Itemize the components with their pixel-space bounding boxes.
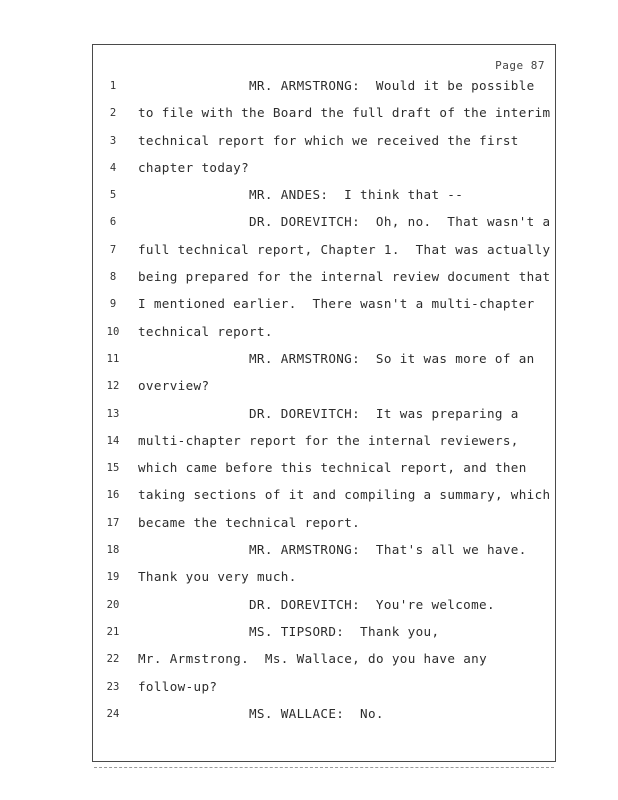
- line-number: 13: [106, 407, 120, 420]
- transcript-lines: [93, 75, 555, 730]
- transcript-line: [93, 130, 555, 157]
- transcript-line: [93, 430, 555, 457]
- line-text: MS. WALLACE: No.: [249, 705, 384, 721]
- line-text: DR. DOREVITCH: You're welcome.: [249, 596, 495, 612]
- line-number: 6: [109, 216, 117, 229]
- line-number: 5: [109, 189, 117, 202]
- transcript-line: [93, 457, 555, 484]
- line-text: Mr. Armstrong. Ms. Wallace, do you have any: [138, 651, 488, 667]
- transcript-line: [93, 75, 555, 102]
- line-text: full technical report, Chapter 1. That was actually: [138, 241, 551, 257]
- page-bottom-rule: [94, 767, 554, 770]
- transcript-line: [93, 102, 555, 129]
- transcript-line: [93, 348, 555, 375]
- line-number: 20: [106, 598, 120, 611]
- line-number: 24: [106, 707, 120, 720]
- line-number: 21: [106, 625, 120, 638]
- transcript-line: [93, 293, 555, 320]
- transcript-line: [93, 157, 555, 184]
- line-text: DR. DOREVITCH: It was preparing a: [249, 405, 519, 421]
- line-number: 16: [106, 489, 120, 502]
- transcript-line: [93, 484, 555, 511]
- line-text: DR. DOREVITCH: Oh, no. That wasn't a: [249, 214, 551, 230]
- transcript-line: [93, 676, 555, 703]
- line-number: 12: [106, 380, 120, 393]
- transcript-line: [93, 239, 555, 266]
- line-number: 23: [106, 680, 120, 693]
- line-number: 7: [109, 243, 117, 256]
- transcript-page: [92, 44, 556, 762]
- line-number: 18: [106, 544, 120, 557]
- line-number: 22: [106, 653, 120, 666]
- line-text: Thank you very much.: [138, 569, 297, 585]
- line-text: MS. TIPSORD: Thank you,: [249, 623, 440, 639]
- transcript-line: [93, 621, 555, 648]
- line-number: 9: [109, 298, 117, 311]
- line-number: 10: [106, 325, 120, 338]
- line-text: technical report.: [138, 323, 273, 339]
- transcript-line: [93, 539, 555, 566]
- transcript-line: [93, 375, 555, 402]
- line-text: technical report for which we received the first: [138, 132, 519, 148]
- line-text: MR. ANDES: I think that --: [249, 187, 464, 203]
- transcript-line: [93, 266, 555, 293]
- line-text: taking sections of it and compiling a summary, which: [138, 487, 551, 503]
- page-number: Page 87: [495, 59, 545, 72]
- line-text: MR. ARMSTRONG: Would it be possible: [249, 78, 535, 93]
- transcript-line: [93, 512, 555, 539]
- line-number: 2: [109, 107, 117, 120]
- line-number: 15: [106, 462, 120, 475]
- line-number: 17: [106, 516, 120, 529]
- transcript-line: [93, 703, 555, 730]
- line-text: multi-chapter report for the internal reviewers,: [138, 432, 519, 448]
- line-number: 19: [106, 571, 120, 584]
- line-text: overview?: [138, 378, 210, 394]
- line-text: MR. ARMSTRONG: So it was more of an: [249, 350, 535, 366]
- transcript-line: [93, 566, 555, 593]
- line-number: 4: [109, 161, 117, 174]
- line-text: MR. ARMSTRONG: That's all we have.: [249, 542, 527, 558]
- line-text: I mentioned earlier. There wasn't a multi-chapter: [138, 296, 535, 312]
- line-number: 11: [106, 352, 120, 365]
- transcript-line: [93, 321, 555, 348]
- line-number: 3: [109, 134, 117, 147]
- transcript-line: [93, 648, 555, 675]
- line-text: became the technical report.: [138, 514, 361, 530]
- line-text: which came before this technical report, and then: [138, 460, 527, 476]
- line-text: chapter today?: [138, 159, 250, 175]
- line-number: 8: [109, 271, 117, 284]
- line-number: 14: [106, 434, 120, 447]
- transcript-line: [93, 184, 555, 211]
- transcript-line: [93, 403, 555, 430]
- transcript-line: [93, 211, 555, 238]
- line-text: to file with the Board the full draft of the interim: [138, 105, 551, 121]
- line-number: 1: [109, 80, 117, 92]
- line-text: being prepared for the internal review document that: [138, 269, 551, 285]
- line-text: follow-up?: [138, 678, 218, 694]
- transcript-line: [93, 594, 555, 621]
